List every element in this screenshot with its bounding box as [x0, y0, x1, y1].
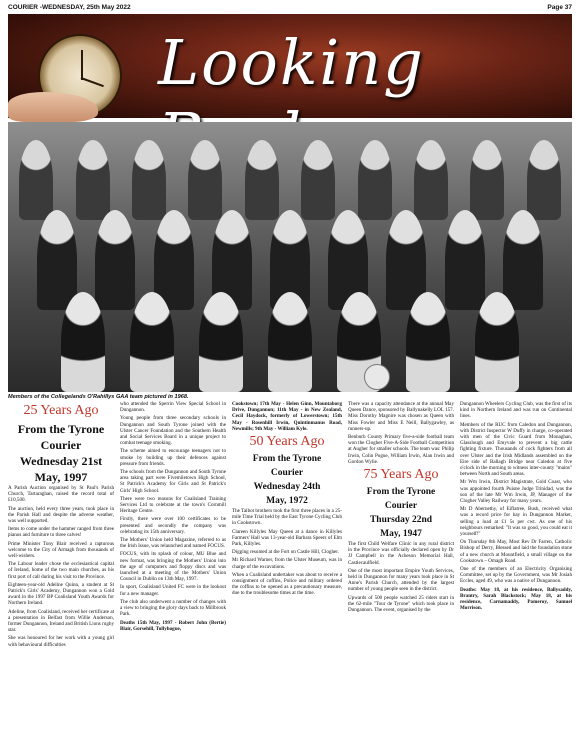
paragraph: Mr D Abernethy, of Eiflatree, Bush, received what was a record price for hay in Dungannon Market, selling a load at £1 5s per cwt. As one of his neighbours remarked: "It was so good, you could eat it yourself!": [460, 506, 572, 538]
column-5: [460, 401, 572, 614]
page-number: Page 37: [547, 4, 572, 11]
paragraph: The auction, held every three years, took place in the Parish Hall and despite the adverse weather, was well supported.: [8, 505, 114, 525]
paragraph: There were two reasons for Coalisland Training Services Ltd to celebrate at the town's Cornmill Heritage Centre.: [120, 495, 226, 515]
paragraph: Members of the RUC from Caledon and Dungannon, with District Inspector W Duffy in charge, co-operated with men of the Civic Guard from Monaghan, Glasslough and Emyvale to prevent a big cattle fighting fixture. Thousands of cock fighters from all over Ulster and the Irish Midlands assembled on the Eire side of Ballagh Bridge near Caledon at five o'clock in the morning to witness inter-county "mains" between North and South areas.: [460, 421, 572, 478]
paragraph: Clareen Killyles May Queen at a dance in Killyles Farmers' Hall was 13-year-old Barbara Speers of Elm Park, Killyles.: [232, 528, 342, 548]
paragraph: When a Coalisland undertaker was about to receive a consignment of coffins, Police and military ordered the coffins to be opened as a precautionary measure, due to the troublesome times at the time.: [232, 571, 342, 597]
paragraph: Adeline, from Coalisland, received her certificate at a presentation in Belfast from Willie Anderson, former Dungannon, Ireland and British Lions rugby star.: [8, 608, 114, 634]
source-line-2: Courier: [270, 468, 304, 479]
football-icon: [364, 364, 390, 390]
paragraph: Items to come under the hammer ranged from three pianos and furniture to three calves!: [8, 526, 114, 539]
paragraph: A Parish Auction organised by St Paul's Parish Church, Tartaraghan, raised the record total of £10,500.: [8, 485, 114, 504]
heading-75-years: 75 Years Ago: [363, 467, 439, 483]
masthead-date: COURIER -WEDNESDAY, 25th May 2022: [8, 4, 131, 11]
deaths-notice: Deaths 15th May, 1997 - Robert John (Bertie) Blair, Gorsehill, Tullyhogue,: [120, 619, 226, 632]
paragraph: The Labour leader chose the ecclesiastical capital of Ireland, home of the two main churches, as his first port of call during his visit to the Province.: [8, 561, 114, 580]
paragraph: The Talbot brothers took the first three places in a 25-mile Time Trial held by the East Tyrone Cycling Club in Cookstown.: [232, 508, 342, 527]
source-line-1: From the Tyrone: [252, 454, 322, 465]
column-3: [232, 401, 342, 599]
paragraph: The club also underwent a number of changes with a view to bringing the glory days back to Millbrook Park.: [120, 598, 226, 618]
paragraph: Young people from three secondary schools in Dungannon and South Tyrone joined with the Ulster Cancer Foundation and the Southern Health and Social Services Board in a unique project to combat teenage smoking.: [120, 415, 226, 447]
paragraph: The schools from the Dungannon and South Tyrone area taking part were Fivemiletown High School, St Patrick's Academy for Girls and St Patrick's Girls' High School.: [120, 469, 226, 494]
paragraph: Mr Richard Warner, from the Ulster Museum, was in charge of the excavations.: [232, 557, 342, 570]
heading-50-years: 50 Years Ago: [249, 434, 325, 450]
date-line-1: Wednesday 21st: [19, 454, 103, 468]
paragraph: In sport, Coalisland United FC were in the lookout for a new manager.: [120, 584, 226, 597]
source-line-2: Courier: [40, 438, 82, 452]
team-photo: [8, 122, 572, 392]
deaths-notice: Deaths: May 18, at his residence, Ballysaddy, Brantry, Sarah Blackstock; May 18, at his residence, Carnamaddy, Pomeroy, Samuel Morrison.: [460, 586, 572, 612]
column-1: [8, 401, 114, 650]
paragraph: FOCUS, with its splash of colour, MU Blue and new format, was bringing the Mothers' Union into the age of computers and floppy discs and was launched at a meeting of the Mothers' Union Council in Dublin on 13th May, 1997.: [120, 551, 226, 583]
paragraph: Upwards of 500 people watched 25 riders start in the 62-mile "Tour de Tyrone" which took place in Dungannon. The event, organised by the: [348, 594, 454, 614]
paragraph: The scheme aimed to encourage teenagers not to smoke by building up their defences against pressure from friends.: [120, 448, 226, 467]
paragraph: Prime Minister Tony Blair received a rapturous welcome to the City of Armagh from thousands of well-wishers.: [8, 540, 114, 560]
source-line-1: From the Tyrone: [366, 487, 436, 498]
banner-title: Looking: [158, 26, 425, 99]
date-line-2: May, 1972: [266, 496, 308, 507]
source-line-2: Courier: [384, 501, 418, 512]
paragraph: The first Child Welfare Clinic in any rural district in the Province was officially declared open by Dr JJ Campbell in the Acheson Memorial Hall, Castlecaulfield.: [348, 541, 454, 566]
paragraph: Dungannon Wheelers Cycling Club, was the first of its kind in Northern Ireland and was run on Continental lines.: [460, 401, 572, 420]
paragraph: One of the most important Empire Youth Services, held in Dungannon for many years took place in St Anne's Parish Church, attended by the largest number of young people seen in the district.: [348, 567, 454, 593]
paragraph: Benburb County Primary five-a-side football team won the Clogher Five-A-Side Football Competition at Augher for smaller schools. The team was: Philip Irwin, Colin Pogue, William Irwin, Alan Irwin and Gordon Wylie.: [348, 434, 454, 465]
paragraph: There was a capacity attendance at the annual May Queen Dance, sponsored by Ballynakelly LOL 157. Miss Dorothy Magnire was chosen as Queen with Miss Fowler and Miss E Neill, Ballygawley, as runners-up.: [348, 401, 454, 432]
paragraph: who attended the Sperrin View Special School in Dungannon.: [120, 401, 226, 414]
source-line-1: From the Tyrone: [17, 422, 105, 436]
photo-caption: Members of the Collegelands O'Rahillys GAA team pictured in 1968.: [8, 394, 189, 400]
column-4: [348, 401, 454, 615]
page-header: [8, 2, 572, 14]
paragraph: Eighteen-year-old Adeline Quinn, a student at St Patrick's Girls' Academy, Dungannon won a Gold award in the 1997 BP Coalisland Youth Awards for Northern Ireland.: [8, 581, 114, 607]
heading-25-years: 25 Years Ago: [23, 403, 99, 418]
date-line-2: May, 1997: [34, 470, 88, 484]
looking-back-banner: [8, 14, 572, 118]
column-2: [120, 401, 226, 634]
paragraph: One of the members of an Electricity Organising Committee, set up by the Government, was Mr Josiah Eccles, aged 49, who was a native of Dungannon.: [460, 566, 572, 585]
paragraph: Digging resumed at the Fort on Castle Hill, Clogher.: [232, 549, 339, 556]
date-line-1: Wednesday 24th: [253, 482, 321, 493]
paragraph: The Mothers' Union held Magazine, referred to as the Irish Issue, was relaunched and named FOCUS.: [120, 537, 226, 550]
paragraph: Mr Wm Irwin, District Magistrate, Gold Coast, who was appointed fourth Puisne Judge Trinidad, was the son of the late Mr Wm Irwin, JP, Manager of the Clogher Valley Railway for many years.: [460, 479, 572, 505]
date-line-2: May, 1947: [380, 529, 422, 540]
paragraph: Firstly, there were over 100 certificates to be presented and secondly the company was celebrating its 15th anniversary.: [120, 516, 226, 535]
paragraph: She was honoured for her work with a young girl with behavioural difficulties: [8, 635, 114, 648]
deaths-notice-continued: Cookstown; 17th May - Helen Ginn, Mountaborg Drive, Dungannon; 11th May - in New Zealand, Cecil Haydock, formerly of Lowerstown; 15th May - Rosenhill Irwin, Quintinmanus Road, Newmills; 9th May - William Kyle.: [232, 401, 342, 432]
paragraph: On Thursday 8th May, Most Rev Dr Farren, Catholic Bishop of Derry, Blessed and laid the foundation stone of a new church at Mountfield, a small village on the Cookstown – Omagh Road.: [460, 539, 572, 564]
date-line-1: Thursday 22nd: [369, 515, 433, 526]
